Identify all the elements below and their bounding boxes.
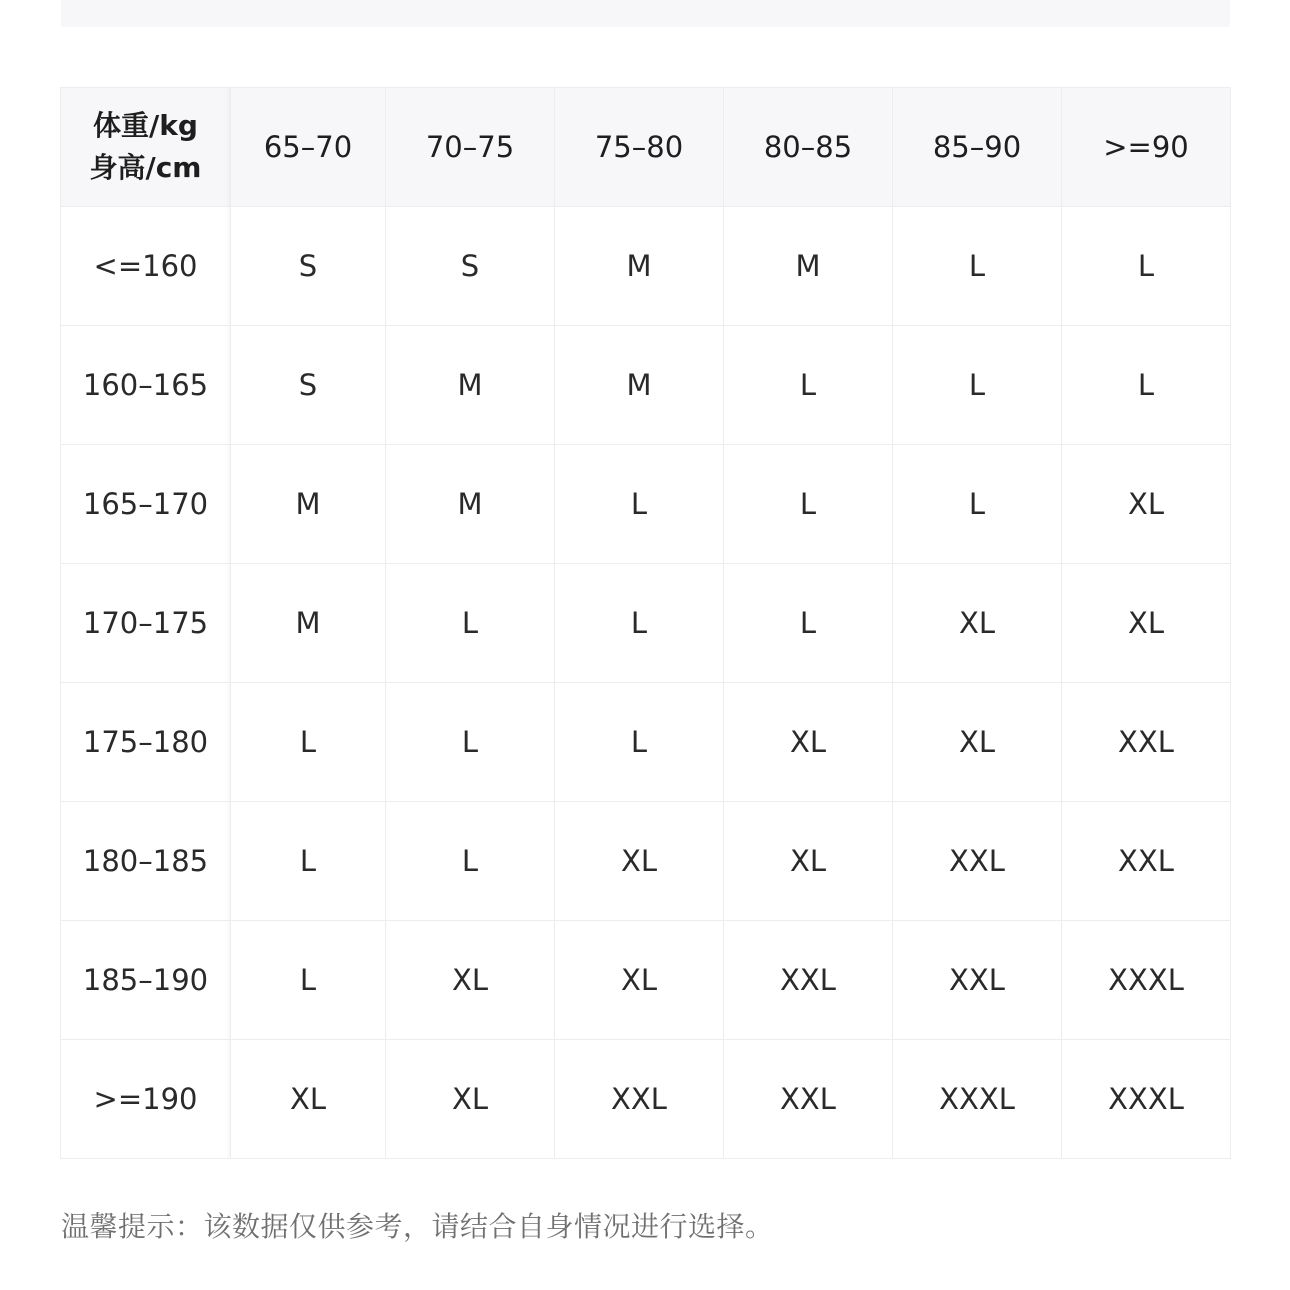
size-chart-table (60, 87, 1231, 1159)
size-cell: XL (555, 921, 724, 1040)
size-cell: S (386, 207, 555, 326)
size-cell: L (231, 802, 386, 921)
size-cell: XL (1062, 564, 1231, 683)
size-cell: L (555, 564, 724, 683)
size-cell: S (231, 207, 386, 326)
table-row (61, 802, 1231, 921)
size-cell: XL (231, 1040, 386, 1159)
size-cell: XXL (1062, 802, 1231, 921)
weight-range-header: 70–75 (386, 88, 555, 207)
size-cell: L (231, 921, 386, 1040)
size-cell: XL (386, 1040, 555, 1159)
table-row (61, 921, 1231, 1040)
size-cell: XXL (724, 1040, 893, 1159)
size-cell: L (724, 445, 893, 564)
height-range-cell: 165–170 (61, 445, 231, 564)
size-cell: M (231, 445, 386, 564)
height-range-cell: >=190 (61, 1040, 231, 1159)
top-strip (61, 0, 1230, 27)
corner-header-cell (61, 88, 231, 207)
size-cell: XXXL (893, 1040, 1062, 1159)
height-axis-label: 身高/cm (89, 151, 202, 184)
height-range-cell: <=160 (61, 207, 231, 326)
table-row (61, 207, 1231, 326)
size-cell: M (555, 326, 724, 445)
height-range-cell: 185–190 (61, 921, 231, 1040)
weight-range-header: 65–70 (231, 88, 386, 207)
size-cell: XL (1062, 445, 1231, 564)
table-row (61, 445, 1231, 564)
weight-range-header: 75–80 (555, 88, 724, 207)
size-cell: L (1062, 326, 1231, 445)
table-row (61, 683, 1231, 802)
height-range-cell: 160–165 (61, 326, 231, 445)
height-range-cell: 175–180 (61, 683, 231, 802)
size-cell: XXL (1062, 683, 1231, 802)
weight-range-header: >=90 (1062, 88, 1231, 207)
size-cell: M (386, 445, 555, 564)
weight-range-header: 80–85 (724, 88, 893, 207)
size-cell: M (386, 326, 555, 445)
size-cell: S (231, 326, 386, 445)
size-cell: XL (386, 921, 555, 1040)
size-cell: XL (893, 564, 1062, 683)
height-range-cell: 170–175 (61, 564, 231, 683)
size-cell: XL (893, 683, 1062, 802)
size-cell: L (893, 445, 1062, 564)
size-cell: XL (724, 802, 893, 921)
size-cell: L (555, 445, 724, 564)
weight-axis-label: 体重/kg (93, 109, 198, 142)
size-cell: M (231, 564, 386, 683)
size-cell: L (893, 207, 1062, 326)
size-cell: L (231, 683, 386, 802)
size-cell: XL (724, 683, 893, 802)
size-cell: M (724, 207, 893, 326)
size-cell: XXXL (1062, 1040, 1231, 1159)
size-cell: L (893, 326, 1062, 445)
size-cell: L (386, 683, 555, 802)
size-cell: L (555, 683, 724, 802)
header-row (61, 88, 1231, 207)
size-cell: XXXL (1062, 921, 1231, 1040)
size-cell: XL (555, 802, 724, 921)
size-cell: L (1062, 207, 1231, 326)
table-row (61, 564, 1231, 683)
table-row (61, 326, 1231, 445)
size-cell: XXL (893, 921, 1062, 1040)
weight-range-header: 85–90 (893, 88, 1062, 207)
height-range-cell: 180–185 (61, 802, 231, 921)
size-cell: XXL (893, 802, 1062, 921)
size-cell: L (386, 564, 555, 683)
tip-text: 温馨提示：该数据仅供参考，请结合自身情况进行选择。 (61, 1210, 774, 1243)
size-cell: M (555, 207, 724, 326)
size-cell: L (386, 802, 555, 921)
size-cell: L (724, 326, 893, 445)
size-cell: XXL (724, 921, 893, 1040)
size-cell: L (724, 564, 893, 683)
size-cell: XXL (555, 1040, 724, 1159)
table-row (61, 1040, 1231, 1159)
